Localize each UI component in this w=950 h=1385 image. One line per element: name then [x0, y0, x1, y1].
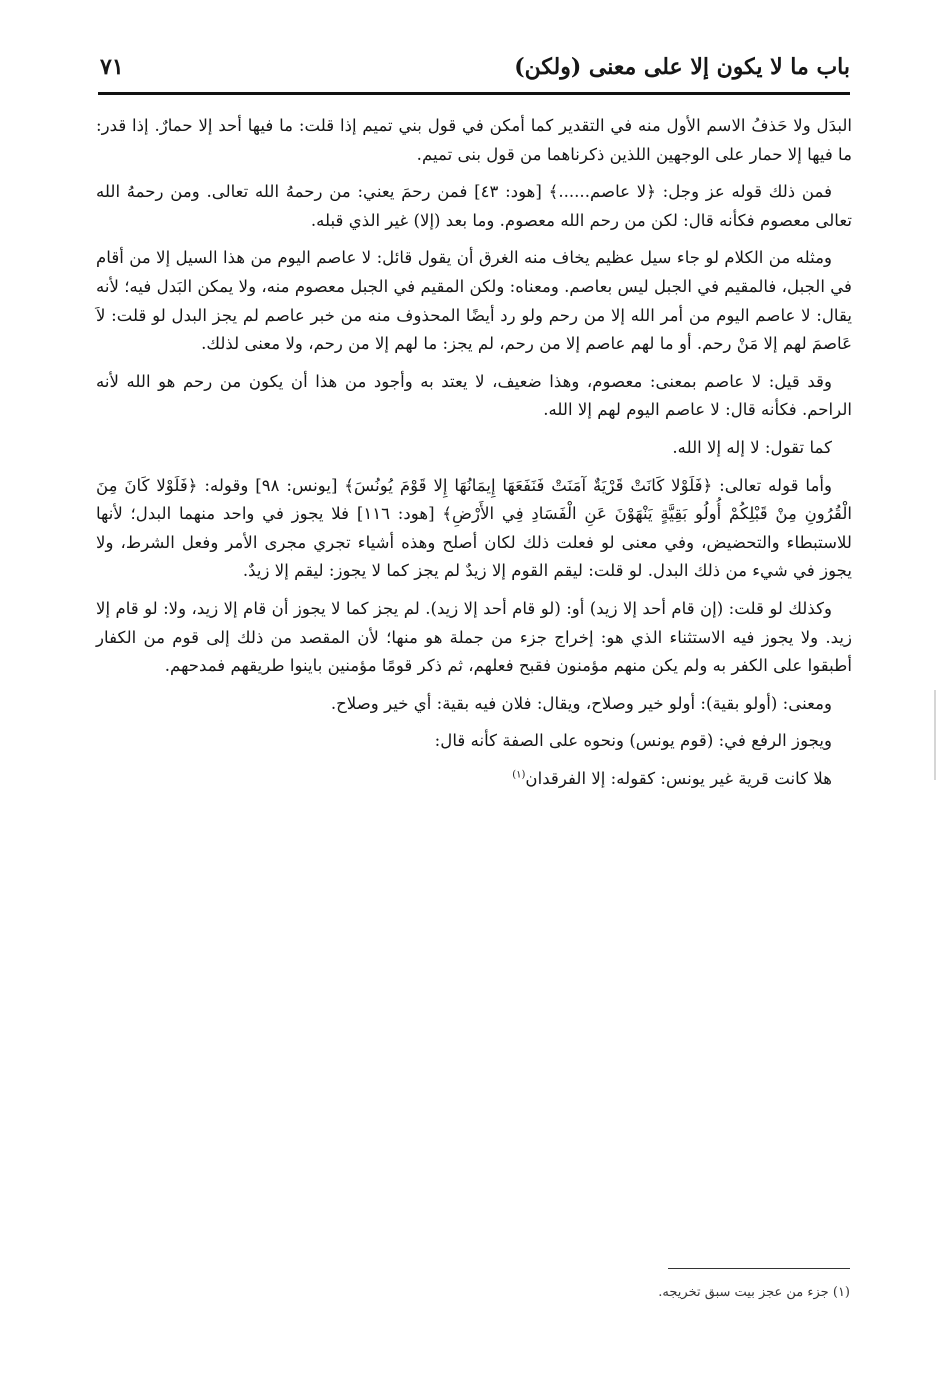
- paragraph-5: كما تقول: لا إله إلا الله.: [672, 437, 832, 457]
- paragraph-6: وأما قوله تعالى: ﴿فَلَوْلا كَانَتْ قَرْيَةٌ آمَنَتْ فَنَفَعَهَا إِيمَانُهَا إِلا قَوْمَ يُونُسَ﴾ [يونس: ٩٨] وقوله: ﴿فَلَوْلا كَانَ مِنَ الْقُرُونِ مِنْ قَبْلِكُمْ أُولُو بَقِيَّةٍ يَنْهَوْنَ عَنِ الْفَسَادِ فِي الأَرْضِ﴾ [هود: ١١٦] فلا يجوز في واحد منهما البدل؛ لأنها للاستبطاء والتحضيض، وفي معنى لو فعلت ذلك لكان أصلح وهذه أشياء تجري مجرى الأمر وفعل الشرط، ولا يجوز في شيء من ذلك البدل. لو قلت: ليقم القوم إلا زيدٌ لم يجز كما لا يجوز: ليقم إلا زيدٌ.: [96, 475, 852, 581]
- running-header: [98, 48, 850, 94]
- paragraph-2: فمن ذلك قوله عز وجل: ﴿لا عاصم......﴾ [هود: ٤٣] فمن رحمَ يعني: من رحمهُ الله تعالى. ومن رحمهُ الله تعالى معصوم فكأنه قال: لكن من رحم الله معصوم. وما بعد (إلا) غير الذي قبله.: [96, 182, 852, 230]
- main-text: [96, 112, 852, 802]
- header-rule: [98, 92, 850, 95]
- paragraph-1: البدَل ولا حَذفُ الاسم الأول منه في التقدير كما أمكن في قول بني تميم إذا قلت: ما فيها أحد إلا حمارٌ. إذا قدر: ما فيها إلا حمار على الوجهين اللذين ذكرناهما من قول بنى تميم.: [96, 116, 852, 164]
- footnote-marker: (١): [512, 769, 526, 781]
- footnote-rule: [668, 1268, 850, 1269]
- paragraph-7: وكذلك لو قلت: (إن قام أحد إلا زيد) أو: (لو قام أحد إلا زيد). لم يجز كما لا يجوز أن قام إلا زيد، ولا: لو قام إلا زيد. ولا يجوز فيه الاستثناء الذي هو: إخراج جزء من جملة هو منها؛ لأن المقصد من ذلك إلى قوم من الكفار أطبقوا على الكفر به ولم يكن منهم مؤمنون فقبح فعلهم، ثم ذكر قومًا مؤمنين باينوا طريقهم فمدحهم.: [96, 598, 852, 676]
- paragraph-4: وقد قيل: لا عاصم بمعنى: معصوم، وهذا ضعيف، لا يعتد به وأجود من هذا أن يكون من رحم هو الله لأنه الراحم. فكأنه قال: لا عاصم اليوم لهم إلا الله.: [96, 371, 852, 420]
- paragraph-9: ويجوز الرفع في: (قوم يونس) ونحوه على الصفة كأنه قال:: [434, 731, 832, 751]
- chapter-title: باب ما لا يكون إلا على معنى (ولكن): [514, 54, 850, 80]
- verse-line: هلا كانت قرية غير يونس: كقوله: إلا الفرقدان: [525, 768, 832, 788]
- page-number: ٧١: [100, 54, 124, 80]
- paragraph-3: ومثله من الكلام لو جاء سيل عظيم يخاف منه الغرق أن يقول قائل: لا عاصم اليوم من هذا السيل إلا من أقام في الجبل، فالمقيم في الجبل ليس بعاصم. ومعناه: ولكن المقيم في الجبل معصوم منه، ولا يمكن البَدل فيه؛ لأنه يقال: لا عاصم اليوم من أمر الله إلا من رحم ولو رد أيضًا المحذوف منه من خبر عاصم لم يجز البدل لو قلت: لاَ عَاصمَ لهم إلا مَنْ رحم. أو ما لهم عاصم إلا من رحم، لم يجز: ما لهم إلا من رحم، ولا معنى لذلك.: [96, 248, 852, 354]
- footnote: (١) جزء من عجز بيت سبق تخريجه.: [658, 1285, 850, 1300]
- paragraph-8: ومعنى: (أولو بقية): أولو خير وصلاح، ويقال: فلان فيه بقية: أي خير وصلاح.: [330, 693, 832, 713]
- scan-margin-mark: [934, 690, 936, 780]
- paragraph-10: [96, 765, 852, 794]
